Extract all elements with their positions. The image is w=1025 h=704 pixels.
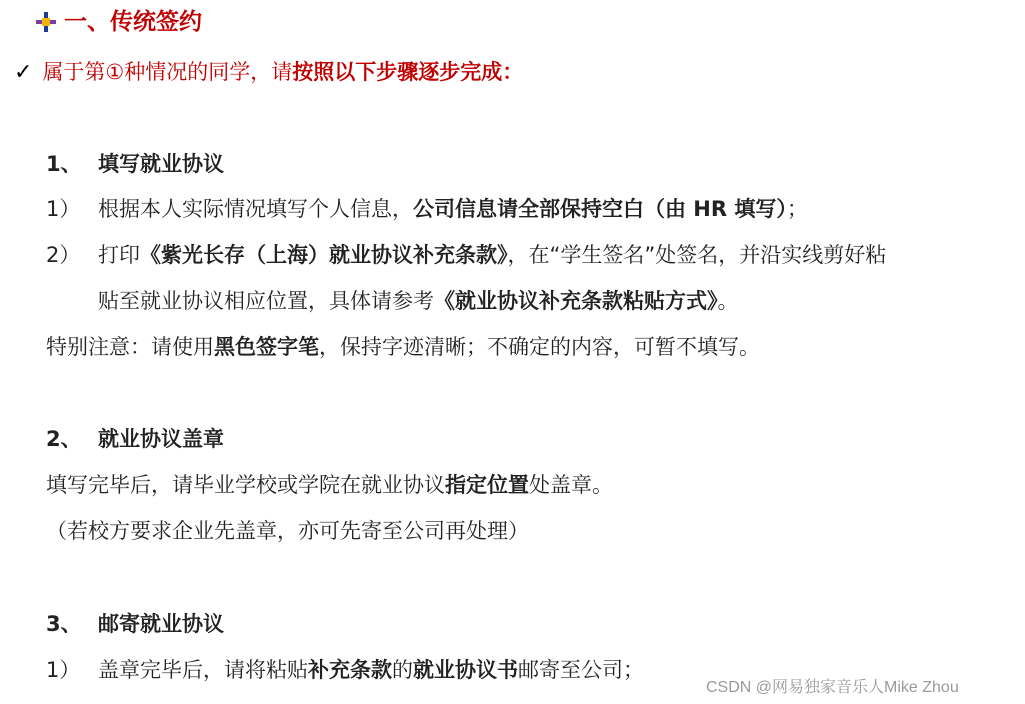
checkmark-icon: ✓ bbox=[14, 60, 33, 85]
item-text: 。 bbox=[717, 289, 739, 313]
item-bold-text: 就业协议书 bbox=[413, 658, 518, 682]
item-text: 根据本人实际情况填写个人信息， bbox=[98, 197, 413, 221]
step-title-text: 填写就业协议 bbox=[98, 152, 224, 176]
item-text: ，在“学生签名”处签名，并沿实线剪好粘 bbox=[507, 243, 887, 267]
step-1-title bbox=[46, 150, 224, 178]
note-text: ，保持字迹清晰；不确定的内容，可暂不填写。 bbox=[319, 335, 760, 359]
item-bold-text: 《紫光长存（上海）就业协议补充条款》 bbox=[140, 243, 508, 267]
body-text: 填写完毕后，请毕业学校或学院在就业协议 bbox=[46, 473, 445, 497]
item-text: 打印 bbox=[98, 243, 140, 267]
note-bold-text: 黑色签字笔 bbox=[214, 335, 319, 359]
heading-text: 一、传统签约 bbox=[64, 9, 202, 35]
step-number: 3、 bbox=[46, 612, 82, 636]
item-bold-text: 《就业协议补充条款粘贴方式》 bbox=[434, 289, 718, 313]
item-text: 贴至就业协议相应位置，具体请参考 bbox=[98, 289, 434, 313]
item-text: 的 bbox=[392, 658, 413, 682]
step-3-title bbox=[46, 610, 224, 638]
item-marker: 1） bbox=[46, 658, 81, 682]
body-text: 处盖章。 bbox=[529, 473, 613, 497]
item-bold-text: 补充条款 bbox=[308, 658, 392, 682]
step-title-text: 邮寄就业协议 bbox=[98, 612, 224, 636]
item-text: 邮寄至公司； bbox=[518, 658, 644, 682]
intro-line bbox=[14, 58, 523, 87]
csdn-watermark: CSDN @网易独家音乐人Mike Zhou bbox=[706, 679, 959, 696]
intro-plain: 属于第①种情况的同学，请 bbox=[42, 60, 293, 84]
step-number: 1、 bbox=[46, 152, 82, 176]
note-text: 特别注意：请使用 bbox=[46, 335, 214, 359]
step-2-line-1 bbox=[46, 471, 613, 499]
four-color-plus-icon bbox=[36, 12, 56, 32]
step-1-item-2 bbox=[46, 241, 886, 269]
item-bold-text: 公司信息请全部保持空白（由 HR 填写） bbox=[413, 197, 787, 221]
item-text: ； bbox=[786, 197, 808, 221]
item-marker: 2） bbox=[46, 243, 81, 267]
step-2-title bbox=[46, 425, 224, 453]
section-heading bbox=[36, 8, 202, 36]
step-1-item-2-continued bbox=[98, 287, 739, 315]
special-note bbox=[46, 333, 760, 361]
item-marker: 1） bbox=[46, 197, 81, 221]
body-bold-text: 指定位置 bbox=[445, 473, 529, 497]
step-2-line-2: （若校方要求企业先盖章，亦可先寄至公司再处理） bbox=[46, 519, 529, 543]
step-title-text: 就业协议盖章 bbox=[98, 427, 224, 451]
item-text: 盖章完毕后，请将粘贴 bbox=[98, 658, 308, 682]
step-1-item-1 bbox=[46, 195, 808, 223]
step-3-item-1 bbox=[46, 656, 644, 684]
intro-bold: 按照以下步骤逐步完成： bbox=[292, 60, 524, 84]
step-number: 2、 bbox=[46, 427, 82, 451]
